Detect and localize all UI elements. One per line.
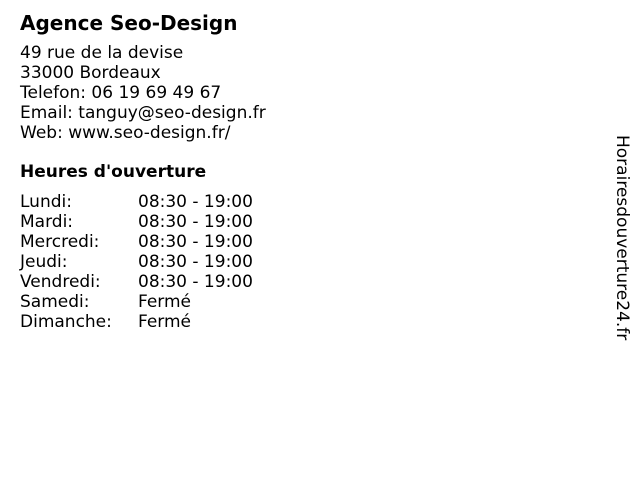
time-value: 08:30 - 19:00: [138, 212, 253, 232]
site-watermark: Horairesdouverture24.fr: [612, 135, 632, 341]
day-label: Samedi:: [20, 292, 90, 312]
time-value: 08:30 - 19:00: [138, 272, 253, 292]
time-value: Fermé: [138, 292, 192, 312]
street-address: 49 rue de la devise: [20, 43, 184, 63]
postal-city: 33000 Bordeaux: [20, 63, 161, 83]
time-value: 08:30 - 19:00: [138, 252, 253, 272]
day-label: Vendredi:: [20, 272, 101, 292]
company-name: Agence Seo-Design: [20, 11, 238, 35]
day-label: Jeudi:: [20, 252, 68, 272]
day-label: Lundi:: [20, 192, 72, 212]
time-value: Fermé: [138, 312, 192, 332]
business-card: [20, 10, 580, 332]
time-value: 08:30 - 19:00: [138, 192, 253, 212]
hours-row-thursday: [20, 252, 580, 272]
hours-row-saturday: [20, 292, 580, 312]
opening-hours-table: [20, 192, 580, 332]
website-url: Web: www.seo-design.fr/: [20, 123, 231, 143]
hours-row-monday: [20, 192, 580, 212]
time-value: 08:30 - 19:00: [138, 232, 253, 252]
hours-row-friday: [20, 272, 580, 292]
opening-hours-title: Heures d'ouverture: [20, 162, 207, 182]
phone-number: Telefon: 06 19 69 49 67: [20, 83, 222, 103]
hours-row-sunday: [20, 312, 580, 332]
day-label: Dimanche:: [20, 312, 112, 332]
email-address: Email: tanguy@seo-design.fr: [20, 103, 266, 123]
day-label: Mercredi:: [20, 232, 100, 252]
hours-row-tuesday: [20, 212, 580, 232]
hours-row-wednesday: [20, 232, 580, 252]
day-label: Mardi:: [20, 212, 74, 232]
